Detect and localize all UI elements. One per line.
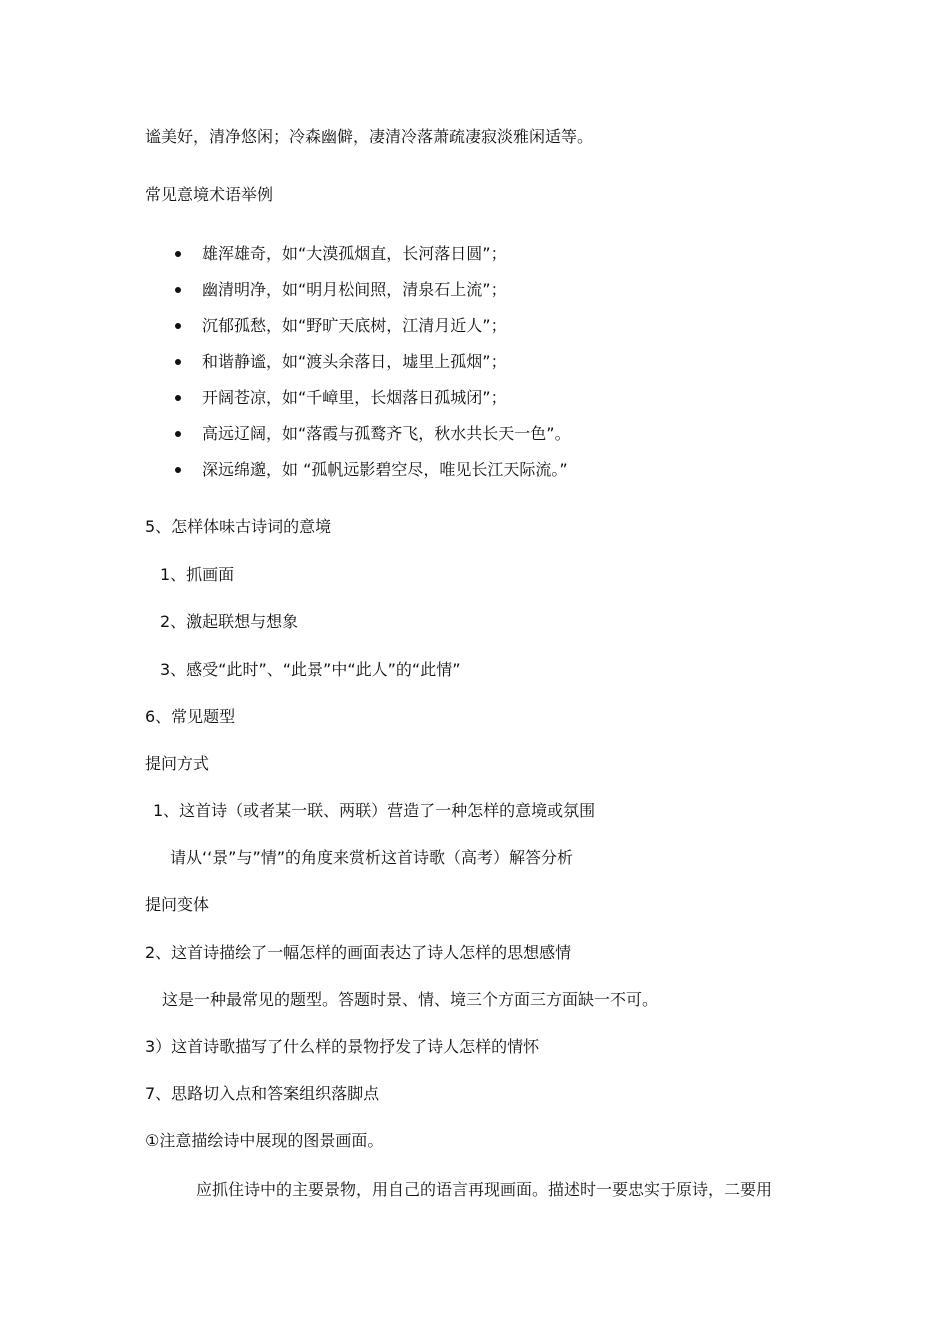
bullet-item: 和谐静谧，如“渡头余落日，墟里上孤烟”； [202, 352, 507, 371]
bullet-dot [175, 323, 181, 329]
bullet-dot [175, 251, 181, 257]
bullet-item: 沉郁孤愁，如“野旷天底树，江清月近人”； [202, 316, 507, 335]
bullet-dot [175, 467, 181, 473]
section-item: 3、感受“此时”、“此景”中“此人”的“此情” [160, 660, 461, 679]
subheading: 常见意境术语举例 [145, 185, 274, 204]
bullet-dot [175, 431, 181, 437]
subheading: 提问变体 [145, 895, 210, 914]
question-note: 请从‘‘景”与”情”的角度来赏析这首诗歌（高考）解答分析 [170, 848, 574, 867]
text-line: 谧美好，清净悠闲；冷森幽僻，凄清冷落萧疏凄寂淡雅闲适等。 [145, 127, 594, 146]
question-item: 3）这首诗歌描写了什么样的景物抒发了诗人怎样的情怀 [145, 1037, 540, 1056]
bullet-dot [175, 287, 181, 293]
bullet-item: 开阔苍凉，如“千嶂里，长烟落日孤城闭”； [202, 388, 507, 407]
section-heading: 5、怎样体味古诗词的意境 [145, 517, 332, 536]
question-item: 1、这首诗（或者某一联、两联）营造了一种怎样的意境或氛围 [153, 801, 596, 820]
paragraph: 应抓住诗中的主要景物，用自己的语言再现画面。描述时一要忠实于原诗，二要用 [196, 1180, 773, 1199]
section-item: 1、抓画面 [160, 565, 235, 584]
point-item: ①注意描绘诗中展现的图景画面。 [145, 1131, 384, 1150]
bullet-item: 雄浑雄奇，如“大漠孤烟直，长河落日圆”； [202, 244, 507, 263]
bullet-item: 高远辽阔，如“落霞与孤鹜齐飞，秋水共长天一色”。 [202, 424, 571, 443]
section-item: 2、激起联想与想象 [160, 612, 299, 631]
section-heading: 6、常见题型 [145, 707, 236, 726]
section-heading: 7、思路切入点和答案组织落脚点 [145, 1084, 380, 1103]
bullet-item: 幽清明净，如“明月松间照，清泉石上流”； [202, 280, 507, 299]
subheading: 提问方式 [145, 754, 210, 773]
bullet-item: 深远绵邈，如 “孤帆远影碧空尽，唯见长江天际流。” [202, 460, 568, 479]
bullet-dot [175, 359, 181, 365]
question-note: 这是一种最常见的题型。答题时景、情、境三个方面三方面缺一不可。 [162, 990, 659, 1009]
question-item: 2、这首诗描绘了一幅怎样的画面表达了诗人怎样的思想感情 [145, 943, 572, 962]
bullet-dot [175, 395, 181, 401]
